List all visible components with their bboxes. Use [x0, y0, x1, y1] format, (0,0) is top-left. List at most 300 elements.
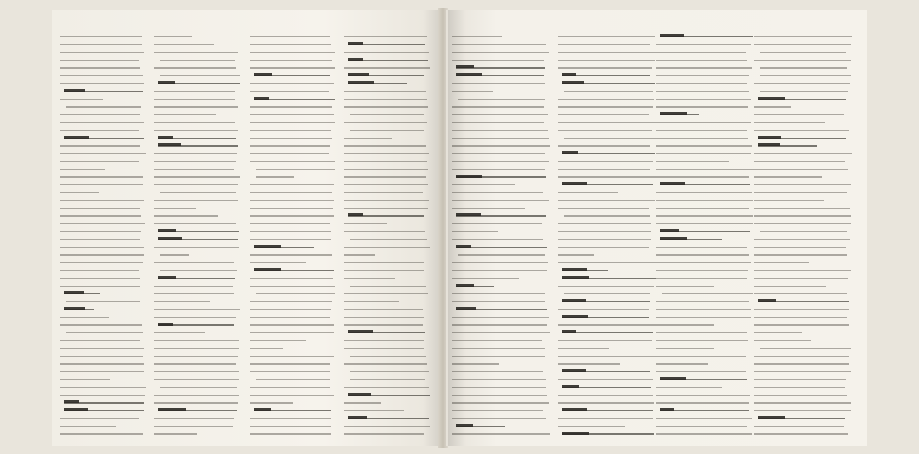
text-line: [250, 161, 335, 162]
text-line: [656, 52, 746, 53]
text-line: [154, 433, 197, 434]
speaker-name-mark: [758, 97, 785, 100]
text-line: [754, 83, 850, 84]
text-line: [250, 231, 331, 232]
text-line: [344, 153, 429, 154]
text-line: [754, 60, 851, 61]
text-line: [60, 247, 144, 248]
text-line: [250, 340, 306, 341]
text-line: [754, 247, 846, 248]
text-line: [656, 106, 748, 107]
text-line: [60, 67, 140, 68]
text-line: [60, 114, 140, 115]
speaker-name-mark: [158, 408, 186, 411]
text-line: [760, 52, 846, 53]
speaker-name-mark: [562, 73, 576, 76]
speaker-name-mark: [562, 330, 576, 333]
text-line: [250, 348, 283, 349]
text-line: [558, 247, 649, 248]
text-line: [558, 309, 649, 310]
text-line: [558, 192, 618, 193]
text-line: [60, 356, 143, 357]
text-line: [60, 169, 105, 170]
speaker-name-mark: [348, 58, 363, 61]
text-line: [60, 122, 144, 123]
text-line: [656, 138, 748, 139]
text-line: [154, 363, 236, 364]
text-line: [754, 262, 809, 263]
speaker-name-mark: [254, 408, 271, 411]
speaker-name-mark: [562, 151, 578, 154]
text-line: [154, 36, 192, 37]
text-line: [558, 426, 625, 427]
text-line: [60, 340, 140, 341]
text-line: [656, 371, 746, 372]
text-line: [60, 75, 143, 76]
left-page-column-4: [344, 32, 430, 437]
text-line: [250, 91, 329, 92]
speaker-name-mark: [660, 112, 687, 115]
speaker-name-mark: [64, 291, 84, 294]
text-line: [66, 301, 140, 302]
text-line: [656, 332, 747, 333]
text-line: [656, 402, 749, 403]
text-line: [154, 106, 238, 107]
text-line: [452, 387, 546, 388]
speaker-name-mark: [348, 393, 371, 396]
text-line: [760, 231, 847, 232]
text-line: [60, 130, 139, 131]
text-line: [452, 138, 549, 139]
text-line: [656, 153, 751, 154]
text-line: [250, 184, 334, 185]
text-line: [154, 379, 239, 380]
text-line: [656, 262, 751, 263]
text-line: [344, 192, 423, 193]
text-line: [154, 208, 196, 209]
text-line: [344, 293, 428, 294]
text-line: [344, 410, 404, 411]
text-line: [60, 426, 116, 427]
text-line: [558, 324, 656, 325]
text-line: [154, 130, 238, 131]
text-line: [160, 270, 237, 271]
text-line: [656, 75, 749, 76]
text-line: [656, 223, 753, 224]
text-line: [344, 301, 399, 302]
text-line: [60, 317, 109, 318]
text-line: [60, 270, 139, 271]
text-line: [250, 52, 335, 53]
text-line: [754, 44, 851, 45]
speaker-name-mark: [254, 97, 269, 100]
right-page: [446, 10, 867, 446]
text-line: [760, 348, 851, 349]
text-line: [754, 153, 852, 154]
text-line: [154, 332, 205, 333]
speaker-name-mark: [660, 182, 685, 185]
text-line: [250, 200, 334, 201]
text-line: [154, 293, 234, 294]
text-line: [60, 60, 139, 61]
text-line: [344, 324, 423, 325]
text-line: [452, 145, 550, 146]
text-line: [60, 208, 140, 209]
text-line: [558, 161, 653, 162]
text-line: [60, 239, 140, 240]
text-line: [656, 301, 749, 302]
text-line: [256, 293, 335, 294]
text-line: [754, 192, 847, 193]
text-line: [344, 52, 429, 53]
text-line: [350, 114, 424, 115]
text-line: [250, 363, 330, 364]
text-line: [256, 379, 330, 380]
text-line: [344, 138, 392, 139]
text-line: [344, 36, 427, 37]
text-line: [754, 208, 850, 209]
text-line: [154, 223, 236, 224]
text-line: [154, 200, 238, 201]
text-line: [564, 91, 653, 92]
text-line: [458, 99, 545, 100]
text-line: [754, 161, 845, 162]
text-line: [160, 192, 236, 193]
text-line: [558, 106, 653, 107]
text-line: [250, 130, 331, 131]
text-line: [754, 184, 851, 185]
text-line: [452, 433, 550, 434]
text-line: [60, 286, 140, 287]
text-line: [344, 67, 430, 68]
right-page-column-3: [656, 32, 754, 437]
speaker-name-mark: [562, 408, 587, 411]
speaker-name-mark: [758, 299, 776, 302]
speaker-name-mark: [660, 34, 684, 37]
text-line: [250, 309, 331, 310]
text-line: [250, 114, 334, 115]
text-line: [558, 99, 654, 100]
text-line: [656, 309, 751, 310]
text-line: [256, 169, 335, 170]
text-line: [656, 215, 753, 216]
text-line: [558, 52, 656, 53]
text-line: [558, 395, 653, 396]
text-line: [558, 114, 649, 115]
text-line: [452, 395, 547, 396]
text-line: [350, 371, 429, 372]
left-page-column-1: [60, 32, 146, 437]
text-line: [250, 387, 330, 388]
text-line: [558, 60, 655, 61]
text-line: [452, 200, 549, 201]
speaker-name-mark: [254, 268, 281, 271]
text-line: [558, 402, 654, 403]
text-line: [558, 262, 656, 263]
text-line: [558, 223, 651, 224]
text-line: [154, 286, 233, 287]
text-line: [250, 122, 335, 123]
speaker-name-mark: [158, 81, 175, 84]
text-line: [656, 254, 749, 255]
text-line: [656, 418, 752, 419]
text-line: [60, 145, 140, 146]
speaker-name-mark: [348, 330, 373, 333]
text-line: [160, 75, 240, 76]
text-line: [344, 169, 428, 170]
text-line: [250, 254, 332, 255]
text-line: [60, 223, 145, 224]
text-line: [344, 402, 381, 403]
speaker-name-mark: [158, 276, 176, 279]
text-line: [60, 52, 144, 53]
text-line: [154, 67, 236, 68]
text-line: [558, 418, 653, 419]
text-line: [452, 52, 549, 53]
text-line: [754, 114, 844, 115]
speaker-name-mark: [660, 229, 679, 232]
text-line: [754, 395, 847, 396]
text-line: [154, 348, 239, 349]
text-line: [60, 262, 143, 263]
text-line: [350, 356, 426, 357]
text-line: [558, 356, 656, 357]
right-page-shadow: [448, 10, 466, 446]
text-line: [452, 418, 546, 419]
text-line: [154, 44, 214, 45]
text-line: [250, 83, 334, 84]
speaker-name-mark: [158, 323, 173, 326]
text-line: [754, 215, 851, 216]
text-line: [558, 348, 609, 349]
text-line: [344, 184, 428, 185]
text-line: [558, 200, 655, 201]
speaker-name-mark: [562, 182, 587, 185]
text-line: [754, 278, 848, 279]
text-line: [250, 356, 334, 357]
text-line: [250, 192, 332, 193]
speaker-name-mark: [64, 136, 89, 139]
text-line: [754, 130, 849, 131]
text-line: [344, 270, 424, 271]
text-line: [60, 379, 110, 380]
text-line: [656, 340, 748, 341]
text-line: [60, 200, 144, 201]
text-line: [154, 402, 238, 403]
text-line: [754, 309, 849, 310]
text-line: [154, 153, 237, 154]
text-line: [656, 387, 722, 388]
text-line: [344, 262, 424, 263]
text-line: [344, 176, 426, 177]
text-line: [656, 317, 751, 318]
right-page-column-2: [558, 32, 656, 437]
speaker-name-mark: [64, 408, 88, 411]
text-line: [154, 161, 236, 162]
speaker-name-mark: [660, 377, 686, 380]
text-line: [558, 176, 656, 177]
speaker-name-mark: [348, 213, 363, 216]
text-line: [60, 433, 143, 434]
text-line: [250, 395, 334, 396]
text-line: [754, 410, 851, 411]
text-line: [558, 231, 651, 232]
text-line: [60, 324, 142, 325]
text-line: [154, 215, 218, 216]
text-line: [250, 67, 335, 68]
left-page: [52, 10, 440, 446]
text-line: [558, 286, 654, 287]
text-line: [656, 426, 747, 427]
text-line: [452, 270, 547, 271]
text-line: [66, 332, 143, 333]
text-line: [344, 254, 375, 255]
text-line: [754, 317, 847, 318]
text-line: [344, 91, 426, 92]
text-line: [154, 184, 238, 185]
text-line: [250, 208, 333, 209]
left-page-column-3: [250, 32, 336, 437]
text-line: [452, 262, 548, 263]
text-line: [452, 379, 546, 380]
text-line: [154, 371, 239, 372]
speaker-name-mark: [562, 299, 586, 302]
text-line: [250, 262, 306, 263]
text-line: [558, 145, 650, 146]
speaker-name-mark: [64, 89, 85, 92]
text-line: [656, 208, 749, 209]
text-line: [452, 317, 549, 318]
text-line: [656, 83, 747, 84]
text-line: [154, 262, 234, 263]
text-line: [344, 122, 427, 123]
text-line: [250, 278, 333, 279]
speaker-name-mark: [348, 81, 374, 84]
text-line: [656, 145, 752, 146]
text-line: [250, 215, 334, 216]
text-line: [60, 215, 141, 216]
text-line: [754, 254, 847, 255]
text-line: [250, 239, 331, 240]
speaker-name-mark: [64, 400, 79, 403]
text-line: [754, 223, 851, 224]
text-line: [60, 192, 99, 193]
speaker-name-mark: [562, 369, 586, 372]
left-page-shadow: [423, 10, 438, 446]
text-line: [250, 418, 331, 419]
text-line: [558, 239, 651, 240]
speaker-name-mark: [562, 385, 579, 388]
text-line: [154, 247, 239, 248]
text-line: [60, 395, 145, 396]
text-line: [452, 161, 549, 162]
text-line: [154, 52, 238, 53]
text-line: [656, 348, 714, 349]
speaker-name-mark: [660, 237, 687, 240]
speaker-name-mark: [254, 73, 272, 76]
text-line: [60, 418, 139, 419]
text-line: [452, 44, 546, 45]
text-line: [154, 169, 234, 170]
text-line: [656, 192, 752, 193]
text-line: [160, 60, 235, 61]
text-line: [344, 433, 424, 434]
text-line: [558, 67, 652, 68]
text-line: [344, 106, 428, 107]
text-line: [452, 332, 550, 333]
text-line: [452, 324, 547, 325]
text-line: [754, 122, 825, 123]
text-line: [754, 340, 811, 341]
text-line: [160, 254, 189, 255]
text-line: [458, 254, 545, 255]
text-line: [250, 317, 330, 318]
text-line: [344, 340, 424, 341]
speaker-name-mark: [64, 307, 85, 310]
text-line: [60, 387, 146, 388]
text-line: [656, 433, 752, 434]
speaker-name-mark: [562, 268, 587, 271]
text-line: [154, 309, 240, 310]
text-line: [656, 44, 751, 45]
speaker-name-mark: [562, 276, 589, 279]
text-line: [656, 324, 714, 325]
text-line: [154, 317, 236, 318]
text-line: [154, 340, 239, 341]
text-line: [344, 200, 429, 201]
speaker-name-mark: [758, 136, 781, 139]
text-line: [60, 231, 141, 232]
text-line: [60, 36, 142, 37]
text-line: [656, 395, 750, 396]
text-line: [344, 309, 423, 310]
text-line: [250, 301, 332, 302]
text-line: [656, 247, 747, 248]
speaker-name-mark: [562, 315, 588, 318]
text-line: [344, 99, 427, 100]
text-line: [656, 278, 747, 279]
right-page-column-4: [754, 32, 852, 437]
text-line: [344, 387, 429, 388]
text-line: [344, 145, 426, 146]
text-line: [66, 106, 141, 107]
text-line: [754, 239, 850, 240]
text-line: [344, 247, 430, 248]
text-line: [754, 270, 851, 271]
text-line: [344, 223, 387, 224]
text-line: [754, 371, 851, 372]
text-line: [344, 231, 425, 232]
text-line: [564, 215, 650, 216]
text-line: [754, 433, 848, 434]
speaker-name-mark: [660, 408, 674, 411]
speaker-name-mark: [562, 432, 589, 435]
text-line: [344, 208, 428, 209]
text-line: [754, 293, 847, 294]
text-line: [250, 106, 332, 107]
text-line: [250, 138, 332, 139]
text-line: [60, 254, 144, 255]
text-line: [754, 363, 849, 364]
text-line: [662, 293, 753, 294]
text-line: [754, 324, 849, 325]
text-line: [656, 169, 754, 170]
speaker-name-mark: [758, 143, 780, 146]
text-line: [256, 176, 294, 177]
text-line: [754, 402, 851, 403]
text-line: [452, 402, 549, 403]
text-line: [656, 67, 752, 68]
